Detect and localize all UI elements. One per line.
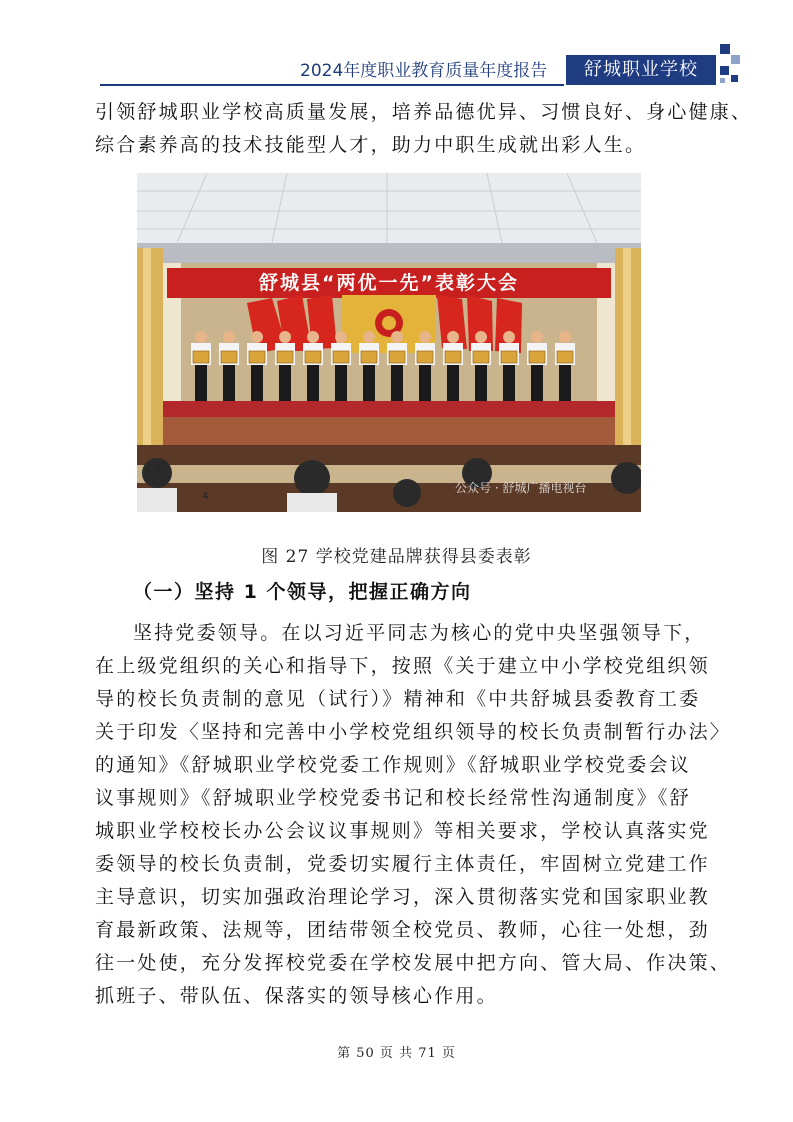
text-line: 委领导的校长负责制，党委切实履行主体责任，牢固树立党建工作 [95,853,710,875]
text-line: 抓班子、带队伍、保落实的领导核心作用。 [95,985,498,1007]
section-heading: （一）坚持 1 个领导，把握正确方向 [133,581,472,603]
figure-caption: 图 27 学校党建品牌获得县委表彰 [261,547,532,567]
text-line: 主导意识，切实加强政治理论学习，深入贯彻落实党和国家职业教 [95,886,710,908]
page-number: 第 50 页 共 71 页 [337,1046,456,1061]
text-line: 的通知》《舒城职业学校党委工作规则》《舒城职业学校党委会议 [95,754,691,776]
text-line: 导的校长负责制的意见（试行）》精神和《中共舒城县委教育工委 [95,688,701,710]
seat-number: 6 [155,465,162,476]
text-line: 引领舒城职业学校高质量发展，培养品德优异、习惯良好、身心健康、 [95,101,753,123]
header-rule [100,84,564,86]
intro-paragraph [95,96,753,162]
text-line: 往一处使，充分发挥校党委在学校发展中把方向、管大局、作决策、 [95,952,732,974]
text-line: 城职业学校校长办公会议议事规则》等相关要求，学校认真落实党 [95,820,710,842]
watermark-text: 公众号 · 舒城广播电视台 [455,481,587,495]
seat-number: 4 [202,491,209,502]
text-line: 坚持党委领导。在以习近平同志为核心的党中央坚强领导下， [133,622,706,644]
banner-text: 舒城县“两优一先”表彰大会 [259,272,519,294]
text-line: 议事规则》《舒城职业学校党委书记和校长经常性沟通制度》《舒 [95,787,691,809]
text-line: 育最新政策、法规等，团结带领全校党员、教师，心往一处想，劲 [95,919,710,941]
ceremony-photo [137,173,641,512]
school-badge: 舒城职业学校 [566,55,716,85]
report-title: 2024年度职业教育质量年度报告 [300,61,548,81]
text-line: 关于印发〈坚持和完善中小学校党组织领导的校长负责制暂行办法〉 [95,721,732,743]
body-paragraph [95,617,732,1013]
text-line: 在上级党组织的关心和指导下，按照《关于建立中小学校党组织领 [95,655,710,677]
text-line: 综合素养高的技术技能型人才，助力中职生成就出彩人生。 [95,134,647,156]
